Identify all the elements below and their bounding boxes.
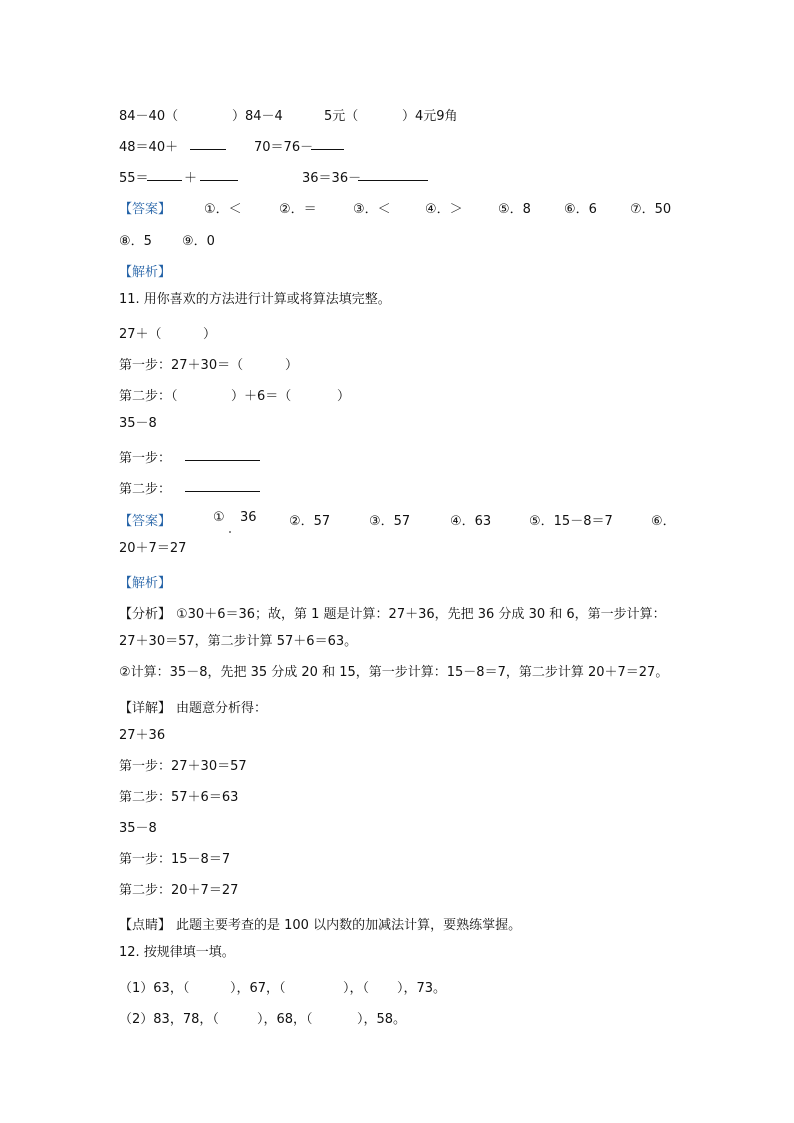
detail-head: 【详解】: [119, 701, 172, 716]
answer-item: ②．57: [289, 514, 331, 529]
q11-step2-mid: ）＋6＝（: [231, 389, 292, 404]
answer-item: ⑤．8: [498, 202, 531, 217]
q10-row1-d: ）4元9角: [402, 109, 458, 124]
answer-item: ①．＜: [204, 202, 242, 217]
answer-item: ②．＝: [279, 202, 317, 217]
q10-row1-b: ）84－4: [232, 109, 283, 124]
answer-item: ⑧．5: [119, 234, 152, 249]
answer-item: ⑨．0: [182, 234, 215, 249]
blank-line[interactable]: [190, 137, 226, 150]
detail-line: 35－8: [119, 821, 157, 836]
analysis-tag: 【解析】: [119, 265, 172, 280]
answer-item: ③．57: [369, 514, 411, 529]
q10-row1-a: 84－40（: [119, 109, 179, 124]
detail-line: 第二步：57＋6＝63: [119, 790, 239, 805]
analysis-tag: 【解析】: [119, 576, 172, 591]
answer-item: ④．63: [450, 514, 492, 529]
comment-text: 此题主要考查的是 100 以内数的加减法计算，要熟练掌握。: [176, 918, 522, 933]
answer-item: ⑤．15－8＝7: [529, 514, 613, 529]
q12-p1-a: （1）63，（: [119, 981, 190, 996]
answer-item: ④．＞: [425, 202, 463, 217]
comment-head: 【点睛】: [119, 918, 172, 933]
q10-row3-c: 36＝36－: [302, 171, 362, 186]
q12-p1-c: ），（: [343, 981, 370, 996]
answer-item: ⑦．50: [630, 202, 672, 217]
analysis-line: 27＋30＝57，第二步计算 57＋6＝63。: [119, 634, 358, 649]
answer-tag: 【答案】: [119, 202, 172, 217]
analysis-line: ②计算：35－8，先把 35 分成 20 和 15，第一步计算：15－8＝7，第二步计算 20＋7＝27。: [119, 665, 669, 680]
answer-item: ⑥．: [651, 514, 676, 529]
dot-mark: [229, 531, 231, 533]
q12-p2-b: ），68，（: [257, 1012, 313, 1027]
question-title: 11. 用你喜欢的方法进行计算或将算法填完整。: [119, 292, 391, 307]
q12-p1-d: ），73。: [397, 981, 447, 996]
q11-blank-step1: 第一步：: [119, 451, 172, 466]
answer-tag: 【答案】: [119, 514, 172, 529]
detail-text: 由题意分析得：: [176, 701, 268, 716]
q12-p2-c: ），58。: [357, 1012, 407, 1027]
q11-blank-step2: 第二步：: [119, 482, 172, 497]
q11-step1: 第一步：27＋30＝（: [119, 358, 244, 373]
answer-item: ⑥．6: [564, 202, 597, 217]
q11-step2-close: ）: [337, 389, 351, 404]
answer-item: ③．＜: [353, 202, 391, 217]
q12-p2-a: （2）83，78，（: [119, 1012, 219, 1027]
blank-line[interactable]: [147, 168, 182, 181]
analysis-head: 【分析】: [119, 607, 172, 622]
answer-item: 36: [240, 510, 257, 525]
q11-step2: 第二步：（: [119, 389, 178, 404]
q10-row2-c: 70＝76－: [254, 140, 314, 155]
q11-expr2: 35－8: [119, 416, 157, 431]
q10-row3-a: 55＝: [119, 171, 149, 186]
question-title: 12. 按规律填一填。: [119, 945, 235, 960]
blank-line[interactable]: [185, 479, 260, 492]
detail-line: 第一步：15－8＝7: [119, 852, 231, 867]
detail-line: 第一步：27＋30＝57: [119, 759, 247, 774]
detail-line: 第二步：20＋7＝27: [119, 883, 239, 898]
q10-row3-b: ＋: [184, 171, 198, 186]
q10-row1-c: 5元（: [324, 109, 359, 124]
analysis-line: ①30＋6＝36；故，第 1 题是计算：27＋36，先把 36 分成 30 和 6，第一步计算：: [176, 607, 666, 622]
q12-p1-b: ），67，（: [230, 981, 286, 996]
blank-line[interactable]: [185, 448, 260, 461]
detail-line: 27＋36: [119, 728, 166, 743]
q11-expr1-close: ）: [203, 327, 217, 342]
answer-item: ①: [213, 510, 225, 525]
q11-step1-close: ）: [285, 358, 299, 373]
blank-line[interactable]: [311, 137, 344, 150]
blank-line[interactable]: [358, 168, 428, 181]
q11-expr1: 27＋（: [119, 327, 162, 342]
q10-row2-a: 48＝40＋: [119, 140, 179, 155]
answer-continued: 20＋7＝27: [119, 541, 187, 556]
blank-line[interactable]: [200, 168, 238, 181]
